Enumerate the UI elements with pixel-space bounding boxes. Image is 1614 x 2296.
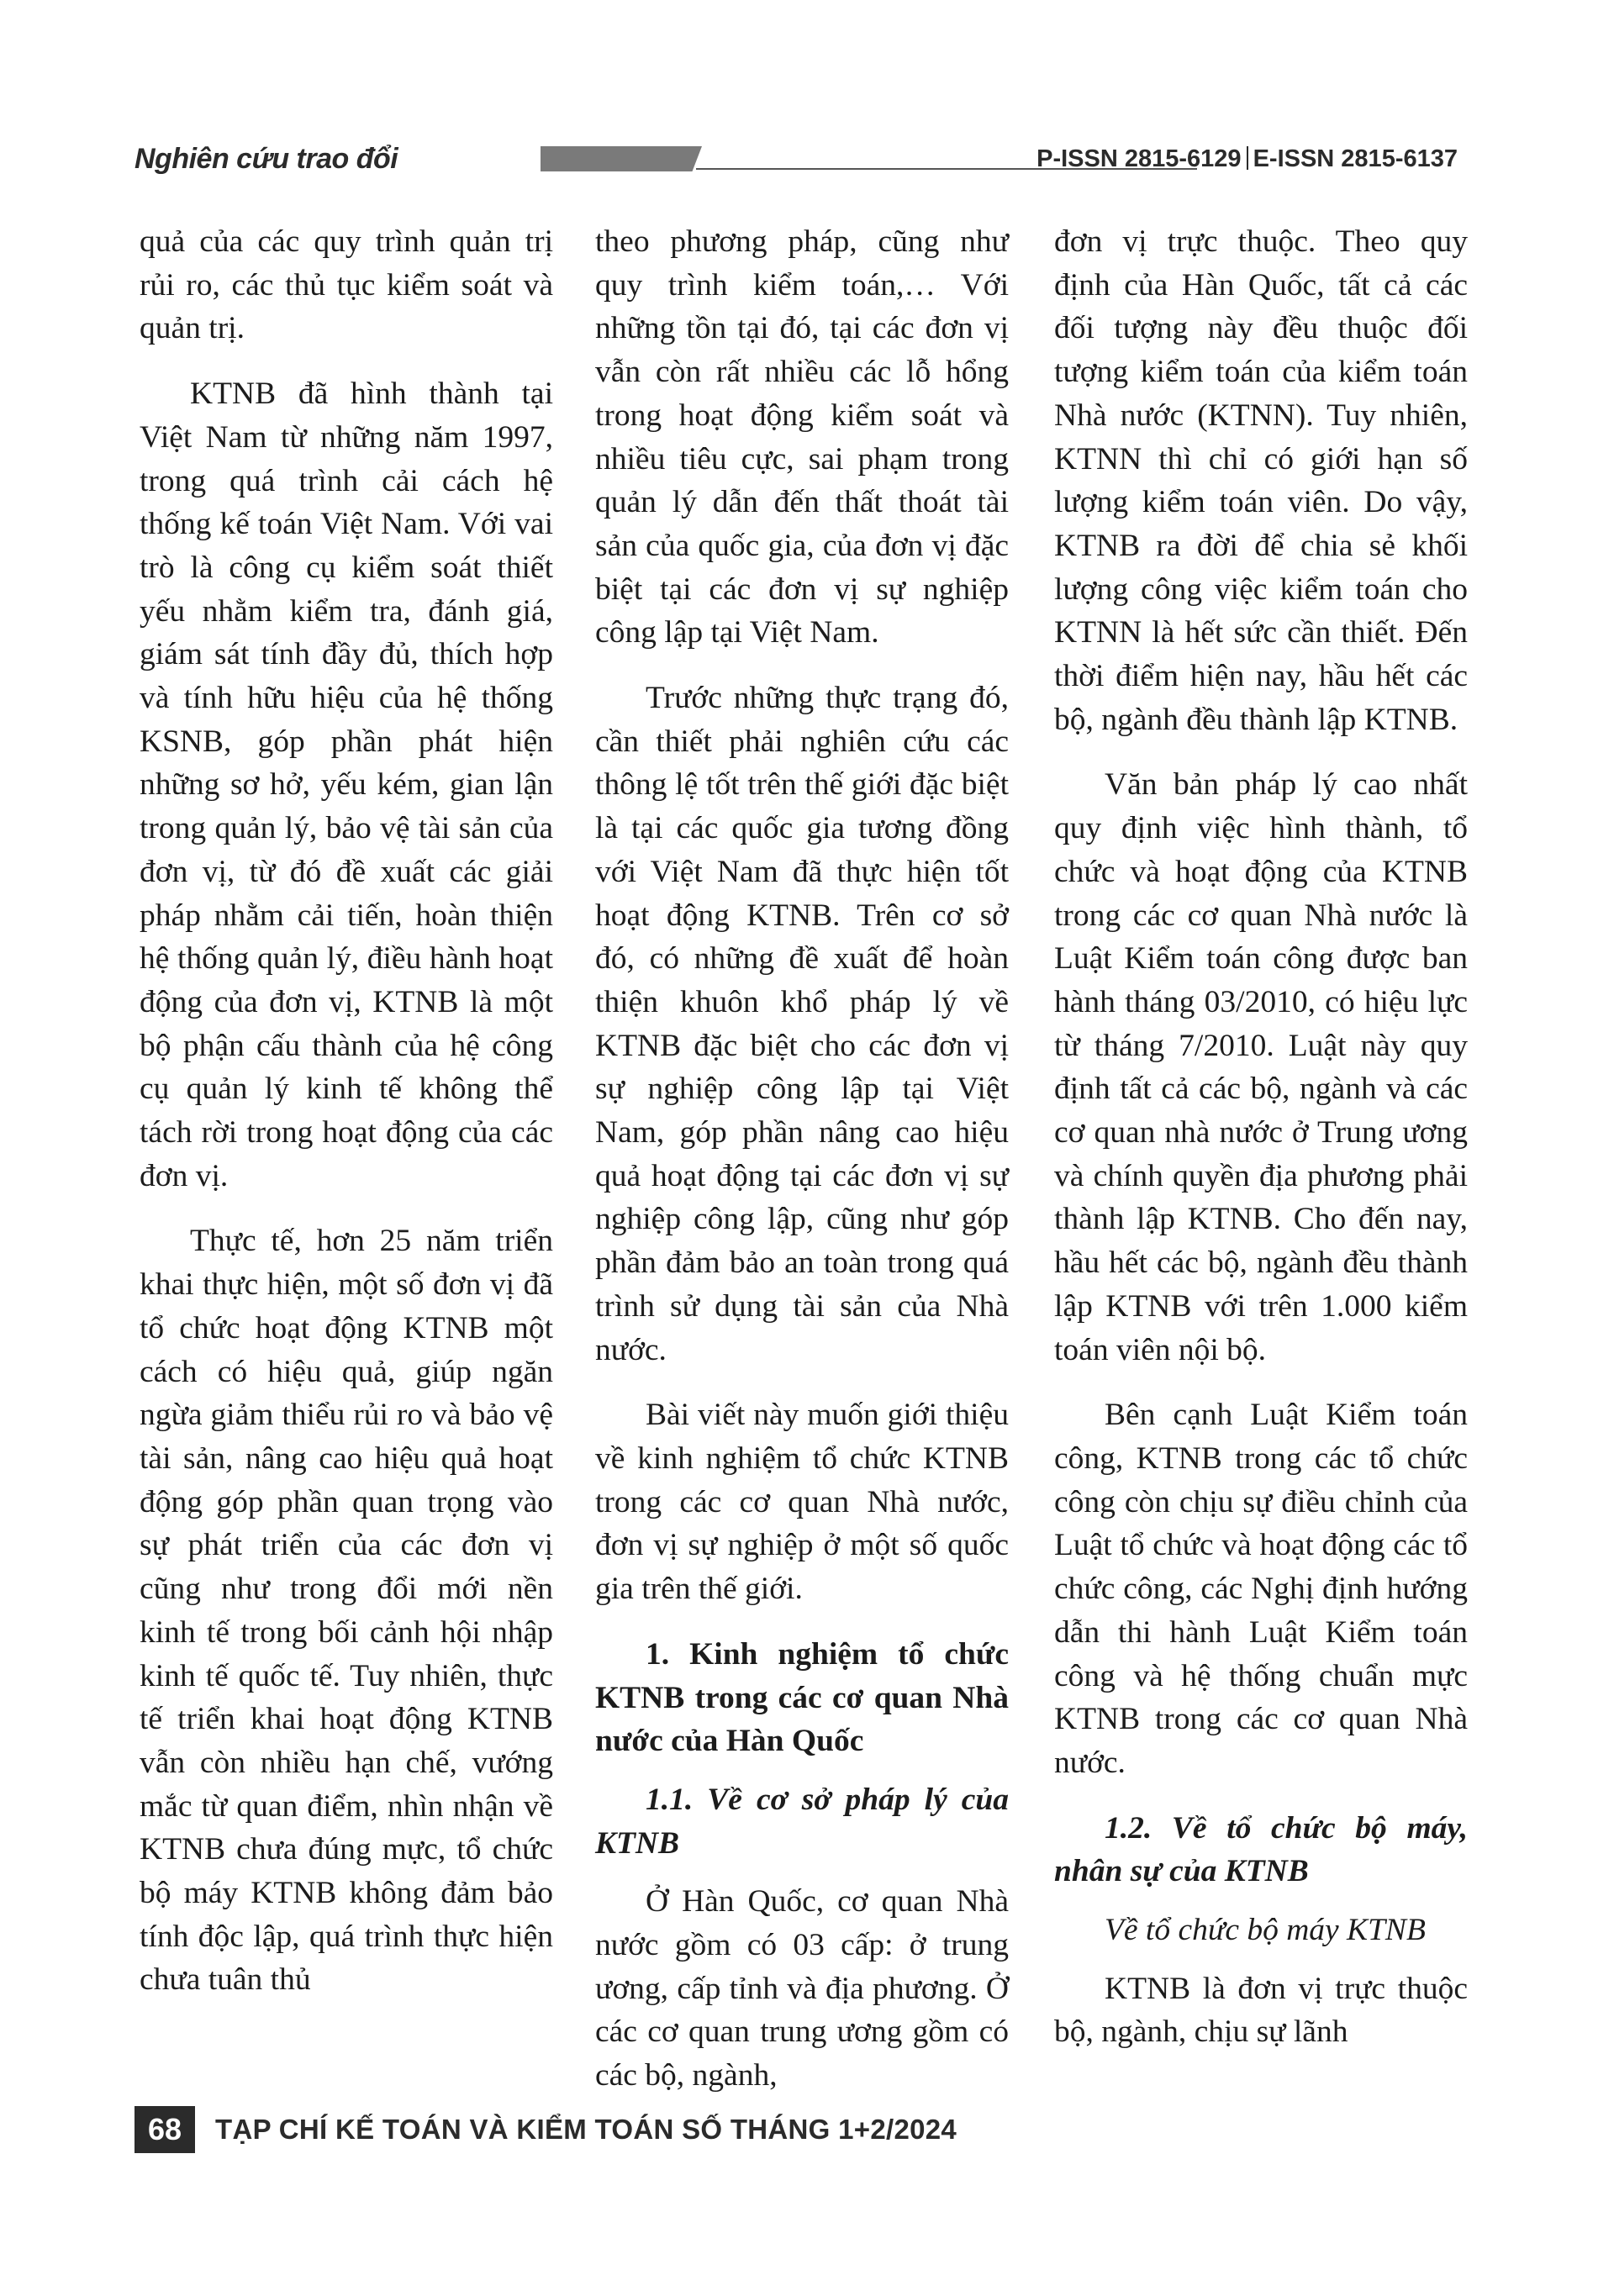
subsection-heading: 1.2. Về tổ chức bộ máy, nhân sự của KTNB [1054, 1810, 1468, 1889]
paragraph: Thực tế, hơn 25 năm triển khai thực hiện, một số đơn vị đã tổ chức hoạt động KTNB một cách có hiệu quả, giúp ngăn ngừa giảm thiểu rủi ro và bảo vệ tài sản, nâng cao hiệu quả hoạt động góp phần quan trọng vào sự phát triển của các đơn vị cũng như trong đổi mới nền kinh tế trong bối cảnh hội nhập kinh tế quốc tế. Tuy nhiên, thực tế triển khai hoạt động KTNB vẫn còn nhiều hạn chế, vướng mắc từ quan điểm, nhìn nhận về KTNB chưa đúng mực, tổ chức bộ máy KTNB không đảm bảo tính độc lập, quá trình thực hiện chưa tuân thủ [140, 1224, 553, 1998]
paragraph: đơn vị trực thuộc. Theo quy định của Hàn Quốc, tất cả các đối tượng này đều thuộc đối tượng kiểm toán của kiểm toán Nhà nước (KTNN). Tuy nhiên, KTNN thì chỉ có giới hạn số lượng kiểm toán viên. Do vậy, KTNB ra đời để chia sẻ khối lượng công việc kiểm toán cho KTNN là hết sức cần thiết. Đến thời điểm hiện nay, hầu hết các bộ, ngành đều thành lập KTNB. [1054, 224, 1468, 737]
paragraph: KTNB là đơn vị trực thuộc bộ, ngành, chịu sự lãnh [1054, 1971, 1468, 2050]
paragraph: theo phương pháp, cũng như quy trình kiểm toán,… Với những tồn tại đó, tại các đơn vị vẫn còn rất nhiều các lỗ hổng trong hoạt động kiểm soát và nhiều tiêu cực, sai phạm trong quản lý dẫn đến thất thoát tài sản của quốc gia, của đơn vị đặc biệt tại các đơn vị sự nghiệp công lập tại Việt Nam. [595, 224, 1009, 650]
paragraph: quả của các quy trình quản trị rủi ro, các thủ tục kiểm soát và quản trị. [140, 224, 553, 346]
text-column-3 [1054, 220, 1468, 2054]
journal-name: TẠP CHÍ KẾ TOÁN VÀ KIỂM TOÁN SỐ THÁNG 1+2/2024 [215, 2114, 957, 2145]
sub-subsection-heading: Về tổ chức bộ máy KTNB [1105, 1913, 1426, 1948]
p-issn: P-ISSN 2815-6129 [1036, 145, 1242, 172]
e-issn: E-ISSN 2815-6137 [1253, 145, 1458, 172]
issn-info [1036, 141, 1458, 176]
text-column-2 [595, 220, 1009, 2098]
page-number: 68 [134, 2106, 195, 2153]
paragraph: Trước những thực trạng đó, cần thiết phải nghiên cứu các thông lệ tốt trên thế giới đặc biệt là tại các quốc gia tương đồng với Việt Nam đã thực hiện tốt hoạt động KTNB. Trên cơ sở đó, có những đề xuất để hoàn thiện khuôn khổ pháp lý về KTNB đặc biệt cho các đơn vị sự nghiệp công lập tại Việt Nam, góp phần nâng cao hiệu quả hoạt động tại các đơn vị sự nghiệp công lập, cũng như góp phần đảm bảo an toàn trong quá trình sử dụng tài sản của Nhà nước. [595, 681, 1009, 1367]
paragraph: Ở Hàn Quốc, cơ quan Nhà nước gồm có 03 cấp: ở trung ương, cấp tỉnh và địa phương. Ở các cơ quan trung ương gồm có các bộ, ngành, [595, 1884, 1009, 2093]
paragraph: Bài viết này muốn giới thiệu về kinh nghiệm tổ chức KTNB trong các cơ quan Nhà nước, đơn vị sự nghiệp ở một số quốc gia trên thế giới. [595, 1398, 1009, 1607]
issn-separator [1247, 146, 1248, 170]
text-column-1 [140, 220, 553, 2002]
subsection-heading: 1.1. Về cơ sở pháp lý của KTNB [595, 1782, 1009, 1861]
section-heading: 1. Kinh nghiệm tổ chức KTNB trong các cơ quan Nhà nước của Hàn Quốc [595, 1636, 1009, 1759]
paragraph: KTNB đã hình thành tại Việt Nam từ những năm 1997, trong quá trình cải cách hệ thống kế toán Việt Nam. Với vai trò là công cụ kiểm soát thiết yếu nhằm kiểm tra, đánh giá, giám sát tính đầy đủ, thích hợp và tính hữu hiệu của hệ thống KSNB, góp phần phát hiện những sơ hở, yếu kém, gian lận trong quản lý, bảo vệ tài sản của đơn vị, từ đó đề xuất các giải pháp nhằm cải tiến, hoàn thiện hệ thống quản lý, điều hành hoạt động của đơn vị, KTNB là một bộ phận cấu thành của hệ công cụ quản lý kinh tế không thể tách rời trong hoạt động của các đơn vị. [140, 377, 553, 1193]
page-header [134, 141, 1458, 176]
paragraph: Bên cạnh Luật Kiểm toán công, KTNB trong các tổ chức công còn chịu sự điều chỉnh của Luật tổ chức và hoạt động các tổ chức công, các Nghị định hướng dẫn thi hành Luật Kiểm toán công và hệ thống chuẩn mực KTNB trong các cơ quan Nhà nước. [1054, 1398, 1468, 1780]
paragraph: Văn bản pháp lý cao nhất quy định việc hình thành, tổ chức và hoạt động của KTNB trong các cơ quan Nhà nước là Luật Kiểm toán công được ban hành tháng 03/2010, có hiệu lực từ tháng 7/2010. Luật này quy định tất cả các bộ, ngành và các cơ quan nhà nước ở Trung ương và chính quyền địa phương phải thành lập KTNB. Cho đến nay, hầu hết các bộ, ngành đều thành lập KTNB với trên 1.000 kiểm toán viên nội bộ. [1054, 767, 1468, 1367]
section-title: Nghiên cứu trao đổi [134, 143, 398, 175]
header-decorative-bar [541, 146, 702, 171]
